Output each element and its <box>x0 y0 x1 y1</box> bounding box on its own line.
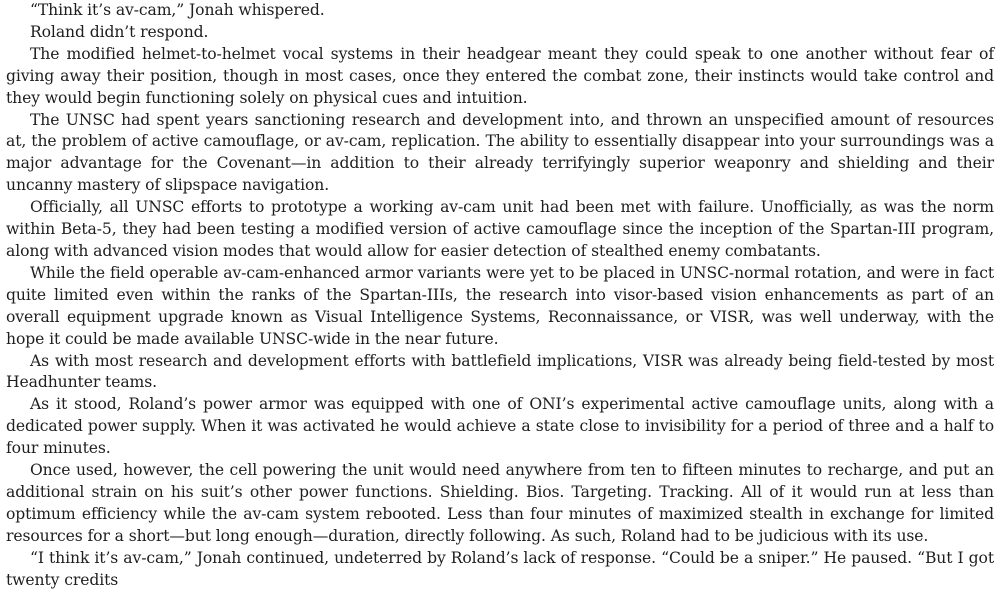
paragraph: Roland didn’t respond. <box>30 22 209 41</box>
paragraph: Once used, however, the cell powering the unit would need anywhere from ten to fifteen minutes to recharge, and put an additional strain on his suit’s other power functions. Shielding. Bios. Targeting. Tracking. All of it would run at less than optimum efficiency while the av-cam system rebooted. Less than four minutes of maximized stealth in exchange for limited resources for a short—but long enough—duration, directly following. As such, Roland had to be judicious with its use. <box>6 461 994 545</box>
book-page <box>6 0 994 591</box>
paragraph: The UNSC had spent years sanctioning research and development into, and thrown an unspecified amount of resources at, the problem of active camouflage, or av-cam, replication. The ability to essentially disappear into your surroundings was a major advantage for the Covenant—in addition to their already terrifyingly superior weaponry and shielding and their uncanny mastery of slipspace navigation. <box>6 110 994 195</box>
paragraph: As with most research and development efforts with battlefield implications, VISR was already being field-tested by most Headhunter teams. <box>6 351 994 392</box>
paragraph: The modified helmet-to-helmet vocal systems in their headgear meant they could speak to one another without fear of giving away their position, though in most cases, once they entered the combat zone, their instincts would take control and they would begin functioning solely on physical cues and intuition. <box>6 44 994 107</box>
paragraph: “I think it’s av-cam,” Jonah continued, undeterred by Roland’s lack of response. “Could be a sniper.” He paused. “But I got twenty credits <box>6 548 994 589</box>
paragraph: While the field operable av-cam-enhanced armor variants were yet to be placed in UNSC-normal rotation, and were in fact quite limited even within the ranks of the Spartan-IIIs, the research into visor-based vision enhancements as part of an overall equipment upgrade known as Visual Intelligence Systems, Reconnaissance, or VISR, was well underway, with the hope it could be made available UNSC-wide in the near future. <box>6 263 994 348</box>
paragraph: As it stood, Roland’s power armor was equipped with one of ONI’s experimental active camouflage units, along with a dedicated power supply. When it was activated he would achieve a state close to invisibility for a period of three and a half to four minutes. <box>6 395 994 458</box>
paragraph: “Think it’s av-cam,” Jonah whispered. <box>30 1 325 19</box>
paragraph: Officially, all UNSC efforts to prototype a working av-cam unit had been met with failure. Unofficially, as was the norm within Beta-5, they had been testing a modified version of active camouflage since the inception of the Spartan-III program, along with advanced vision modes that would allow for easier detection of stealthed enemy combatants. <box>6 198 994 260</box>
